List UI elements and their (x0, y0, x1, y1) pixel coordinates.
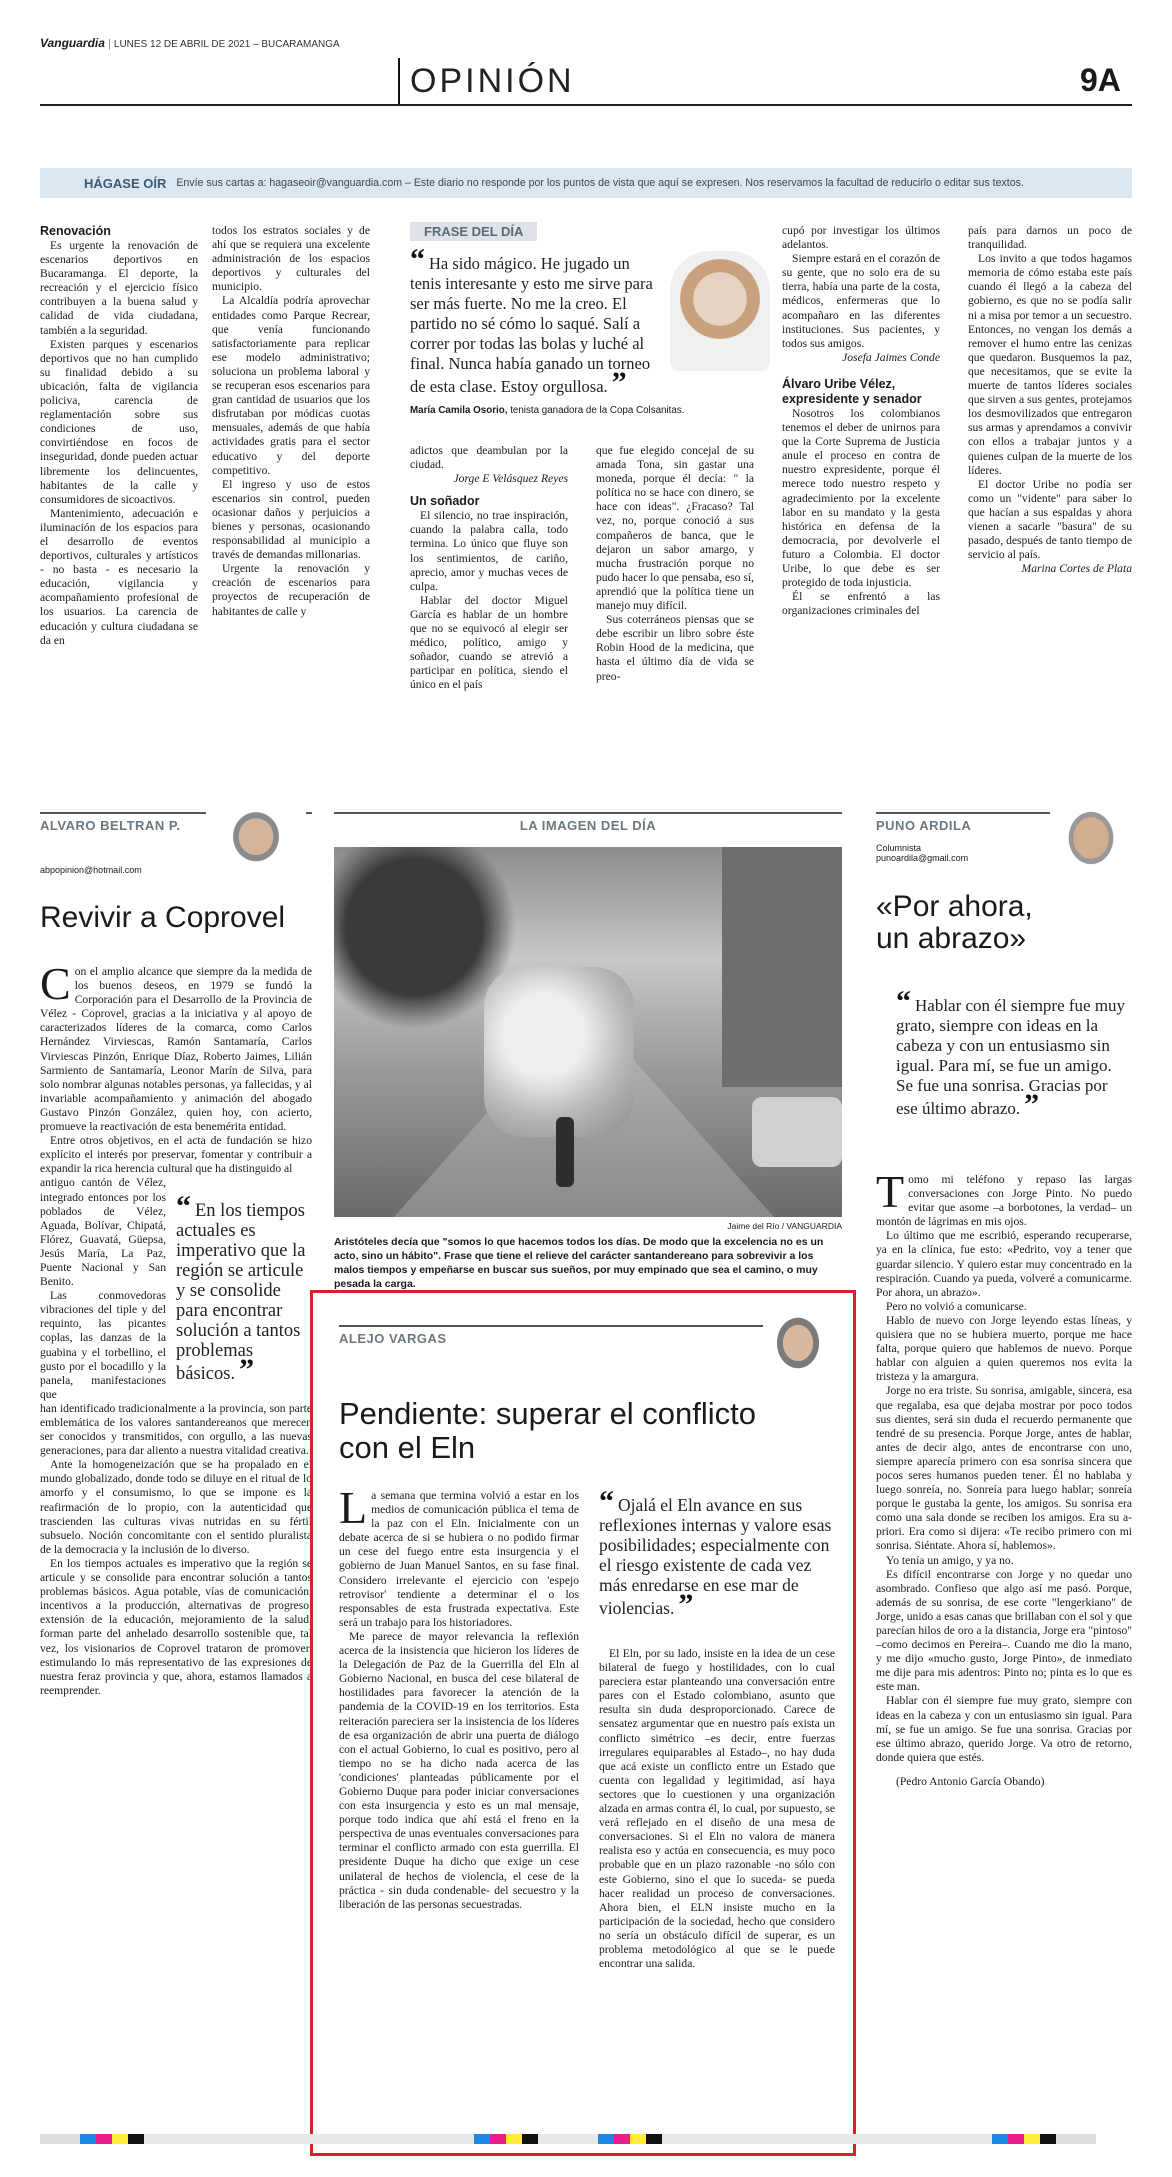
frase-label: FRASE DEL DÍA (410, 222, 537, 241)
letter-paragraph: La Alcaldía podría aprovechar entidades como Parque Recrear, que venía funcionando satisfactoriamente para replicar ese modelo administrativo; soluciona un problema laboral y se recuperan esos escenarios para gran cantidad de usuarios que los disfrutaban por módicas cuotas mensuales, además de que había actividades gratis para el sector educativo y del deporte competitivo. (212, 294, 370, 477)
letter-title: Un soñador (410, 494, 480, 509)
frase-quote: Ha sido mágico. He jugado un tenis interesante y esto me sirve para ser más fuerte. No me la creo. El partido no sé cómo lo saqué. Salí a correr por todas las bolas y luché al final. Nunca había ganado un torneo de esta clase. Estoy orgullosa. (410, 254, 653, 396)
page-number: 9A (1080, 62, 1121, 98)
letter-paragraph: Siempre estará en el corazón de su gente, que no solo era de su tierra, había una parte de la costa, médicos, enfermeras que lo acompañaro en las diferentes instituciones. Sus pacientes, y todos sus amigos. (782, 252, 940, 350)
column-paragraph: Jorge no era triste. Su sonrisa, amigable, sincera, esa que regalaba, esa que dejaba mostrar por poco todos sus dientes, será sin duda el recuerdo permanente que tendré de su presencia. Porque Jorge, antes de hablar, antes de decir algo, antes de encontrarse con uno, siempre aparecía primero con esa sonrisa sincera que pocos seres humanos pueden tener. Él no hablaba y luego sonreía, no. Sonreía para luego hablar; sonreía porque le gustaba la gente, los amigos. Su sonrisa era como una sala donde se reciben los amigos. Era su a-priori. Era como si dijera: «Te recibo primero con mi sonrisa. Siéntate. Ahora sí, hablemos». (876, 1384, 1132, 1553)
author-photo (670, 251, 770, 371)
column-paragraph: En los tiempos actuales es imperativo que la región se articule y se consolide para encontrar solución a tantos problemas básicos. Agua potable, vías de comunicación, incentivos a la producción, alternativas de progreso, extensión de la educación, mejoramiento de la salud, forman parte del anhelado desarrollo sostenible que, tal vez, los visionarios de Coprovel trataron de promover, estimulando lo más representativo de las expresiones de nuestra feraz provincia y que, ahora, estamos llamados a reemprender. (40, 1556, 312, 1697)
column-paragraph: Me parece de mayor relevancia la reflexión acerca de la insistencia que hicieron los líderes de la Delegación de Paz de la Guerrilla del Eln al Gobierno Nacional, en busca del cese bilateral de hostilidades para favorecer la atención de la pandemia de la COVID-19 en los territorios. Esta reiteración pareciera ser la insistencia de los líderes de esa organización de abrir una puerta de diálogo con el actual Gobierno, lo cual es positivo, pero al tiempo no se ha dicho nada acerca de las 'condiciones' planteadas públicamente por el Gobierno Duque para poder iniciar conversaciones con esta insurgencia y esto es un mal mensaje, porque todo indica que ahí está el freno en la perspectiva de unas eventuales conversaciones para terminar el conflicto armado con esta guerrilla. El presidente Duque ha dicho que exige un cese unilateral de hechos de violencia, el cese de la práctica - sin duda condenable- del secuestro y la liberación de las personas secuestradas. (339, 1629, 579, 1911)
hagase-oir-banner (40, 168, 1132, 198)
columnist-label: ALVARO BELTRAN P. (40, 812, 312, 833)
open-quote-icon: “ (896, 985, 911, 1018)
column-lead: omo mi teléfono y repaso las largas conversaciones con Jorge Pinto. No puedo evitar que asome –a borbotones, la verdad– un montón de lágrimas en mis ojos. (876, 1173, 1132, 1229)
masthead: Vanguardia | LUNES 12 DE ABRIL DE 2021 – BUCARAMANGA (40, 36, 340, 50)
letter-paragraph: Mantenimiento, adecuación e iluminación de los espacios para el desarrollo de eventos deportivos, culturales y artísticos - no basta - es necesario la educación, vigilancia y acompañamiento profesional de los usuarios. La carencia de educación y cultura ciudadana se da en (40, 506, 198, 647)
banner-text: Envíe sus cartas a: hagaseoir@vanguardia.com – Este diario no responde por los puntos de vista que aquí se expresen. Nos reservamos la facultad de reducirlo o editar sus textos. (176, 177, 1024, 189)
letter-paragraph: Los invito a que todos hagamos memoria de cómo estaba este país cuando él llegó a la cabeza del gobierno, es que no se podía salir ni a misa por temor a un secuestro. Entonces, no vengan los demás a remover el humo entre las cenizas que quedaron. Busquemos la paz, que necesitamos, que se evite la muerte de tantos líderes sociales que sirven a sus gentes, protejamos los desmovilizados que entregaron sus armas y aprendamos a convivir con ellos a trabajar juntos y a quienes culpan de la muerte de los líderes. (968, 252, 1132, 477)
column-paragraph: Hablo de nuevo con Jorge leyendo estas líneas, y quisiera que no se hubiera muerto, porque me hace falta, porque quiero que hablemos de nuevo. Porque hablar con alguien a quien queremos nos evita la tristeza y la amargura. (876, 1313, 1132, 1384)
columnist-photo (763, 1315, 833, 1385)
letter-title: Renovación (40, 224, 111, 238)
letter-signature: Josefa Jaimes Conde (842, 350, 940, 364)
letter-paragraph: El silencio, no trae inspiración, cuando la palabra calla, todo termina. Lo único que fluye son los sentimientos, de cariño, aprecio, amor y muchas veces de culpa. (410, 509, 568, 593)
man-shape (556, 1117, 574, 1187)
letter-paragraph: país para darnos un poco de tranquilidad. (968, 224, 1132, 252)
open-quote-icon: “ (599, 1485, 614, 1518)
dropcap: C (40, 958, 71, 1009)
close-quote-icon: ” (239, 1353, 255, 1387)
letters-col-3 (410, 444, 568, 693)
dateline: LUNES 12 DE ABRIL DE 2021 – BUCARAMANGA (113, 39, 340, 50)
car-shape (752, 1097, 842, 1167)
dropcap: L (339, 1482, 368, 1533)
frase-author-role: tenista ganadora de la Copa Colsanitas. (507, 405, 685, 416)
letter-title: Álvaro Uribe Vélez, expresidente y senador (782, 376, 922, 406)
cart-load-shape (484, 967, 634, 1137)
photo-caption: Aristóteles decía que "somos lo que hacemos todos los días. De modo que la excelencia no es un acto, sino un hábito". Frase que tiene el relieve del carácter santandereano para sobrevivir a los malos tiempos y empeñarse en buscar sus sueños, por muy empinado que sea el camino, o muy pesada la carga. (334, 1236, 824, 1290)
street-photo (334, 847, 842, 1217)
section-title: OPINIÓN (410, 62, 575, 100)
frase-author: María Camila Osorio, (410, 405, 508, 416)
close-quote-icon: ” (1024, 1088, 1040, 1121)
pull-quote: En los tiempos actuales es imperativo que la región se articule y se consolide para encontrar solución a tantos problemas básicos. (176, 1201, 306, 1385)
imagen-label: LA IMAGEN DEL DÍA (334, 812, 842, 833)
columnist-photo (206, 808, 306, 890)
letter-paragraph: El ingreso y uso de estos escenarios sin control, pueden ocasionar daños y perjuicios a bienes y personas, ocasionando responsabilidad al municipio a través de demandas millonarias. (212, 477, 370, 562)
column-title: Revivir a Coprovel (40, 901, 286, 934)
column-paragraph: Las conmovedoras vibraciones del tiple y del requinto, las picantes coplas, las danzas de la guabina y el torbellino, el gusto por el bocadillo y la panela, manifestaciones que (40, 1289, 166, 1401)
column-paragraph: Pero no volvió a comunicarse. (886, 1299, 1027, 1313)
letters-col-1 (40, 224, 198, 648)
column-paragraph: El Eln, por su lado, insiste en la idea de un cese bilateral de fuego y hostilidades, con lo cual pareciera estar planteando una conversación entre pares con el Estado colombiano, asunto que resulta sin duda desproporcionado. Carece de sensatez argumentar que en nuestro país exista un conflicto simétrico –es decir, entre fuerzas irregulares equiparables al Estado–, no hay duda que acá existe un conflicto entre un Estado que cuenta con legalidad y legitimidad, así haya sectores que lo cuestionen y una organización alzada en armas contra él, lo cual, por supuesto, se verá reflejado en el diseño de una mesa de conversaciones. Si el Eln no valora de manera realista eso y actúa en consecuencia, es muy poco probable que en un plazo razonable -no sólo con este Gobierno, sino el que lo suceda- se pueda hacer realidad un proceso de conversaciones. Ahora bien, el ELN insiste mucho en la participación de la sociedad, hecho que considero no sería un obstáculo difícil de superar, es un problema metodológico al que se le puede encontrar una salida. (599, 1647, 835, 1971)
columnist-photo (1050, 806, 1132, 886)
beltran-column (40, 812, 312, 1698)
column-lead: on el amplio alcance que siempre da la medida de los buenos deseos, en 1979 se fundó la Corporación para el Desarrollo de la Provincia de Vélez - Coprovel, gracias a la iniciativa y al apoyo de caracterizados líderes de la comarca, como Carlos Hernández Virviescas, Ramón Santamaría, Carlos Virviescas Pinzón, Enrique Díaz, Roberto Jaimes, Lilián Sarmiento de Santamaría, Leonor Marín de Silva, para solo nombrar algunas notables personas, ya fallecidas, y al invariable acompañamiento y animación del abogado Gustavo Pinzón González, quien hoy, con acierto, promueve la reactivación de esta benemérita entidad. (40, 965, 312, 1134)
frase-del-dia (410, 222, 780, 432)
close-quote-icon: ” (678, 1588, 694, 1621)
letter-paragraph: Sus coterráneos piensas que se debe escribir un libro sobre éste Robin Hood de la medicina, que hasta el último día de vida se preo- (596, 613, 754, 683)
letter-paragraph: Hablar del doctor Miguel García es hablar de un hombre que no se equivocó al elegir ser médico, político, amigo y soñador, cuando se atrevió a participar en política, siendo el único en el país (410, 593, 568, 692)
letter-signature: Jorge E Velásquez Reyes (453, 472, 568, 486)
letter-paragraph: Él se enfrentó a las organizaciones criminales del (782, 590, 940, 618)
letter-paragraph: El doctor Uribe no podía ser como un "vidente" para saber lo que hacían a sus espaldas y ahora vienen a sacarle "basura" de su pasado, después de tanto tiempo de servicio al país. (968, 477, 1132, 562)
column-paragraph: Lo último que me escribió, esperando recuperarse, ya en la clínica, fue esto: «Pedrito, voy a tener que guardar silencio. Y quiero estar muy concentrado en la respiración. Cuando ya pueda, volveré a comunicarme. Por ahora, un abrazo». (876, 1229, 1132, 1299)
pull-quote: Hablar con él siempre fue muy grato, siempre con ideas en la cabeza y con un entusiasmo sin igual. Para mí, se fue un amigo. Se fue una sonrisa. Gracias por ese último abrazo. (896, 996, 1126, 1118)
letter-signature: Marina Cortes de Plata (1021, 562, 1132, 576)
letter-paragraph: Existen parques y escenarios deportivos que no han cumplido su finalidad debido a su ubicación, falta de vigilancia policiva, carencia de reglamentación sobre sus condiciones de uso, convirtiéndose en focos de inseguridad, donde pueden actuar libremente los delincuentes, habitantes de la calle y consumidores de sicoactivos. (40, 337, 198, 506)
column-paragraph: han identificado tradicionalmente a la provincia, son parte emblemática de los valores santandereanos que merecen ser conocidos y transmitidos, con orgullo, a las nuevas generaciones, para dar aliento a nuestra vitalidad creativa. (40, 1401, 312, 1458)
columnist-label: PUNO ARDILA (876, 812, 1132, 833)
ardila-column (876, 812, 1132, 1789)
brand-logo: Vanguardia (40, 36, 105, 50)
letter-paragraph: Nosotros los colombianos tenemos el deber de unirnos para que la Corte Suprema de Justicia anule el proceso en contra de nuestro expresidente, porque él merece todo nuestro respeto y agradecimiento por la excelente labor en su mandato y la gesta histórica en defensa de la democracia, por devolverle el futuro a Colombia. El doctor Uribe, lo que debe es ser protegido de toda injusticia. (782, 406, 940, 590)
letter-paragraph: Urgente la renovación y creación de escenarios para proyectos de recuperación de habitantes de calle y (212, 562, 370, 618)
vargas-featured-column (310, 1290, 856, 2156)
letters-col-2 (212, 224, 370, 619)
column-title: «Por ahora, un abrazo» (876, 890, 1033, 955)
photo-credit: Jaime del Río / VANGUARDIA (727, 1221, 842, 1231)
columnist-role: Columnista (876, 843, 922, 853)
building-shape (722, 847, 842, 1087)
column-paragraph: Hablar con él siempre fue muy grato, siempre con ideas en la cabeza y con un entusiasmo sin igual. Para mí, se fue un amigo. Se fue una sonrisa. Gracias por ese último abrazo, querido Jorge. Va otro de retorno, donde quiera que estés. (876, 1694, 1132, 1764)
letter-paragraph: cupó por investigar los últimos adelantos. (782, 224, 940, 252)
column-paragraph: Es difícil encontrarse con Jorge y no quedar uno asombrado. Confieso que algo así me pasó. Porque, además de su sonrisa, de ese corte "lengerkiano" de Jorge, unido a esas canas que brillaban con el sol y que parecían hilos de oro a la distancia, Jorge era "pintoso" –como decimos en Pereira–. Cuando me dio la mano, y me dijo «mucho gusto, Jorge Pinto», de inmediato me dije para mis adentros: Pinto no; pinta es lo que es este man. (876, 1567, 1132, 1694)
columnist-label: ALEJO VARGAS (339, 1325, 829, 1346)
letters-col-5 (782, 224, 940, 618)
section-divider (398, 58, 400, 104)
header-rule (40, 104, 1132, 106)
open-quote-icon: “ (410, 243, 425, 276)
registration-bar (40, 2134, 1132, 2144)
imagen-del-dia (334, 812, 842, 1291)
close-quote-icon: ” (611, 366, 627, 399)
letter-paragraph: que fue elegido concejal de su amada Tona, sin gastar una moneda, porque él decía: " la política no se hace con dinero, se hace con ideas". ¿Fracaso? Tal vez, no, porque conoció a sus compañeros de banca, que le dejaron un sabor amargo, y mucha frustración porque no pudo hacer lo que pensaba, eso sí, aprendió que la política tiene un manejo muy difícil. (596, 444, 754, 613)
column-signature: (Pedro Antonio García Obando) (896, 1774, 1045, 1788)
column-paragraph: Ante la homogeneización que se ha propalado en el mundo globalizado, donde todo se diluye en el ritual de lo amorfo y el consumismo, lo que se impone es la reafirmación de lo propio, con la autenticidad que trascienden las culturas vivas nutridas en su fértil subsuelo. Noción concomitante con el sentido pluralista de la democracia y la inclusión de lo diverso. (40, 1458, 312, 1556)
open-quote-icon: “ (176, 1190, 191, 1224)
pull-quote: Ojalá el Eln avance en sus reflexiones internas y valore esas posibilidades; especialmente con el riesgo existente de cada vez más enredarse en ese mar de violencias. (599, 1495, 832, 1618)
column-paragraph: Yo tenía un amigo, y ya no. (886, 1553, 1014, 1567)
column-title: Pendiente: superar el conflicto con el Eln (339, 1396, 757, 1465)
dropcap: T (876, 1166, 905, 1217)
letters-col-4 (596, 444, 754, 684)
letter-paragraph: adictos que deambulan por la ciudad. (410, 444, 568, 472)
column-paragraph: Entre otros objetivos, en el acta de fundación se hizo explícito el interés por preservar, fomentar y contribuir a expandir la rica herencia cultural que ha distinguido al (40, 1134, 312, 1176)
columnist-email: punoardila@gmail.com (876, 853, 969, 863)
letter-paragraph: todos los estratos sociales y de ahí que se requiera una excelente administración de los espacios deportivos y culturales del municipio. (212, 224, 370, 294)
column-paragraph: antiguo cantón de Vélez, integrado entonces por los poblados de Vélez, Aguada, Bolívar, Chipatá, Flórez, Guavatá, Güepsa, Jesús María, La Paz, Puente Nacional y San Benito. (40, 1176, 166, 1289)
letters-col-6 (968, 224, 1132, 576)
banner-label: HÁGASE OÍR (84, 175, 167, 191)
columnist-email: abpopinion@hotmail.com (40, 865, 142, 875)
column-lead: a semana que termina volvió a estar en los medios de comunicación pública el tema de la paz con el Eln. Inicialmente con un debate acerca de si se hubiera o no podido firmar un cese del fuego entre esta insurgencia y el gobierno de Juan Manuel Santos, en su fase final. Considero irrelevante el ejercicio con 'espejo retrovisor' tendiente a determinar el o los responsables de esta frustrada expectativa. Este será un trabajo para los historiadores. (339, 1489, 579, 1629)
letter-paragraph: Es urgente la renovación de escenarios deportivos en Bucaramanga. El deporte, la recreación y el ejercicio físico contribuyen a la buena salud y calidad de vida ciudadana, también a la seguridad. (40, 239, 198, 337)
